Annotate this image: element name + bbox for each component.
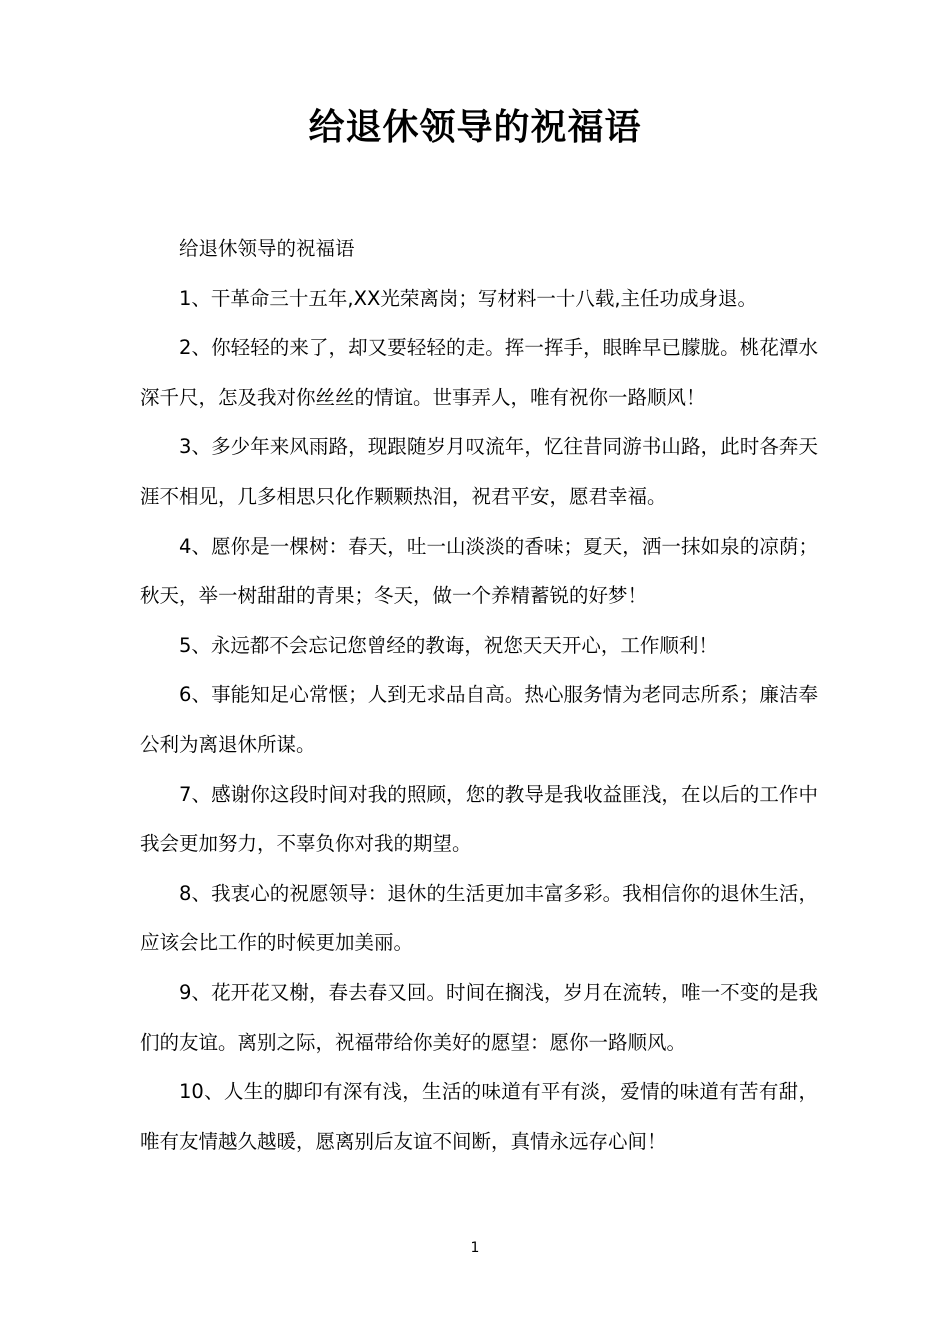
paragraph-item-3: 3、多少年来风雨路，现跟随岁月叹流年，忆往昔同游书山路，此时各奔天涯不相见，几多相思只化作颗颗热泪，祝君平安，愿君幸福。	[140, 435, 818, 508]
paragraph-item-1: 1、干革命三十五年,XX光荣离岗；写材料一十八载,主任功成身退。	[179, 286, 758, 310]
document-title: 给退休领导的祝福语	[308, 107, 642, 148]
paragraph-item-5: 5、永远都不会忘记您曾经的教诲，祝您天天开心，工作顺利！	[179, 633, 718, 657]
document-body	[140, 224, 818, 1166]
paragraph-item-8: 8、我衷心的祝愿领导：退休的生活更加丰富多彩。我相信你的退休生活，应该会比工作的时候更加美丽。	[140, 881, 818, 955]
paragraph-item-10: 10、人生的脚印有深有浅，生活的味道有平有淡，爱情的味道有苦有甜，唯有友情越久越暖，愿离别后友谊不间断，真情永远存心间！	[140, 1080, 818, 1153]
paragraph-item-4: 4、愿你是一棵树：春天，吐一山淡淡的香味；夏天，洒一抹如泉的凉荫；秋天，举一树甜甜的青果；冬天，做一个养精蓄锐的好梦！	[140, 534, 818, 608]
paragraph-item-6: 6、事能知足心常惬；人到无求品自高。热心服务情为老同志所系；廉洁奉公利为离退休所谋。	[140, 683, 818, 756]
paragraph-item-2: 2、你轻轻的来了，却又要轻轻的走。挥一挥手，眼眸早已朦胧。桃花潭水深千尺，怎及我对你丝丝的情谊。世事弄人，唯有祝你一路顺风！	[140, 336, 818, 409]
page-number: 1	[470, 1240, 480, 1256]
paragraph-subtitle: 给退休领导的祝福语	[179, 237, 355, 260]
paragraph-item-9: 9、花开花又榭，春去春又回。时间在搁浅，岁月在流转，唯一不变的是我们的友谊。离别之际，祝福带给你美好的愿望：愿你一路顺风。	[140, 980, 818, 1054]
paragraph-item-7: 7、感谢你这段时间对我的照顾，您的教导是我收益匪浅，在以后的工作中我会更加努力，不辜负你对我的期望。	[140, 782, 818, 856]
